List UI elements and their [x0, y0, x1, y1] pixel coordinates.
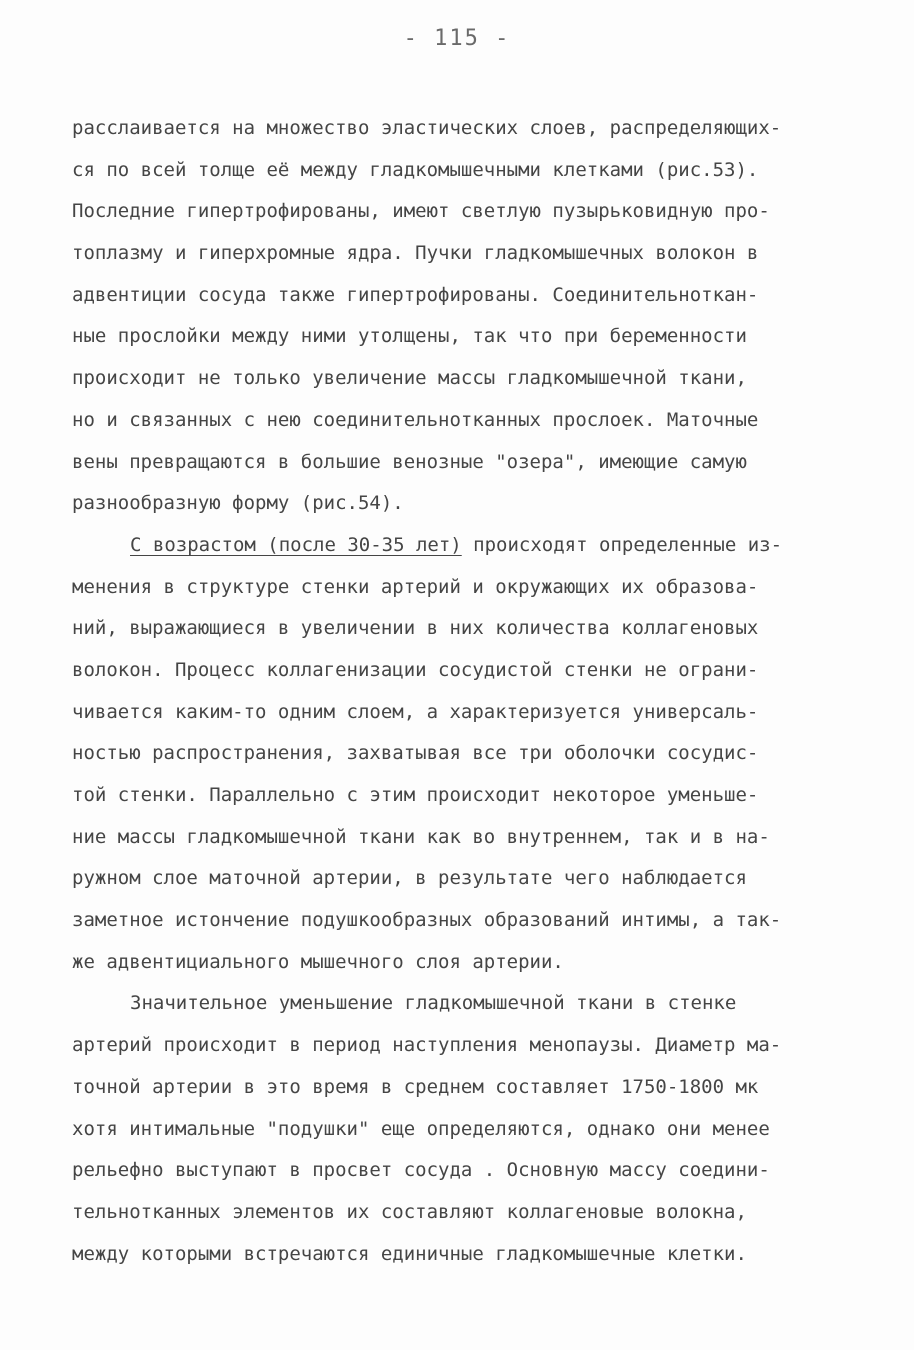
paragraph-1: [72, 108, 852, 525]
text-line: топлазму и гиперхромные ядра. Пучки гладкомышечных волокон в: [72, 242, 759, 265]
text-line: адвентиции сосуда также гипертрофированы. Соединительноткан-: [72, 283, 759, 306]
text-line: чивается каким-то одним слоем, а характеризуется универсаль-: [72, 700, 759, 723]
text-line: хотя интимальные "подушки" еще определяются, однако они менее: [72, 1117, 770, 1140]
underlined-heading: С возрастом (после 30-35 лет): [130, 533, 462, 556]
text-line: же адвентициального мышечного слоя артерии.: [72, 950, 564, 973]
text-line: ся по всей толще её между гладкомышечными клетками (рис.53).: [72, 158, 759, 181]
paragraph-first-line: Значительное уменьшение гладкомышечной ткани в стенке: [130, 992, 737, 1015]
text-line: менения в структуре стенки артерий и окружающих их образова-: [72, 575, 759, 598]
paragraph-3: [72, 983, 852, 1275]
text-line: разнообразную форму (рис.54).: [72, 492, 404, 515]
paragraph-2: [72, 525, 852, 984]
text-line: той стенки. Параллельно с этим происходит некоторое уменьше-: [72, 784, 759, 806]
text-line: ний, выражающиеся в увеличении в них количества коллагеновых: [72, 617, 759, 640]
paragraph-first-line: [72, 525, 852, 567]
text-line: происходит не только увеличение массы гладкомышечной ткани,: [72, 367, 747, 390]
text-line: расслаивается на множество эластических слоев, распределяющих-: [72, 117, 782, 139]
text-line: вены превращаются в большие венозные "озера", имеющие самую: [72, 450, 747, 473]
text-line: тельнотканных элементов их составляют коллагеновые волокна,: [72, 1200, 747, 1223]
text-line: точной артерии в это время в среднем составляет 1750-1800 мк: [72, 1075, 759, 1098]
text-line: ностью распространения, захватывая все три оболочки сосудис-: [72, 742, 759, 765]
body-text: [72, 108, 852, 1275]
text-line: но и связанных с нею соединительнотканных прослоек. Маточные: [72, 408, 759, 431]
page-number: - 115 -: [403, 26, 511, 51]
text-line: ние массы гладкомышечной ткани как во внутреннем, так и в на-: [72, 825, 770, 848]
text-line: заметное истончение подушкообразных образований интимы, а так-: [72, 909, 782, 932]
text-line: рельефно выступают в просвет сосуда . Основную массу соедини-: [72, 1159, 770, 1182]
text-line: ружном слое маточной артерии, в результате чего наблюдается: [72, 867, 747, 890]
text-line: волокон. Процесс коллагенизации сосудистой стенки не ограни-: [72, 658, 759, 681]
first-line-rest: происходят определенные из-: [461, 533, 783, 556]
text-line: между которыми встречаются единичные гладкомышечные клетки.: [72, 1242, 747, 1265]
text-line: Последние гипертрофированы, имеют светлую пузырьковидную про-: [72, 200, 770, 223]
text-line: артерий происходит в период наступления менопаузы. Диаметр ма-: [72, 1034, 782, 1057]
text-line: ные прослойки между ними утолщены, так что при беременности: [72, 325, 747, 348]
